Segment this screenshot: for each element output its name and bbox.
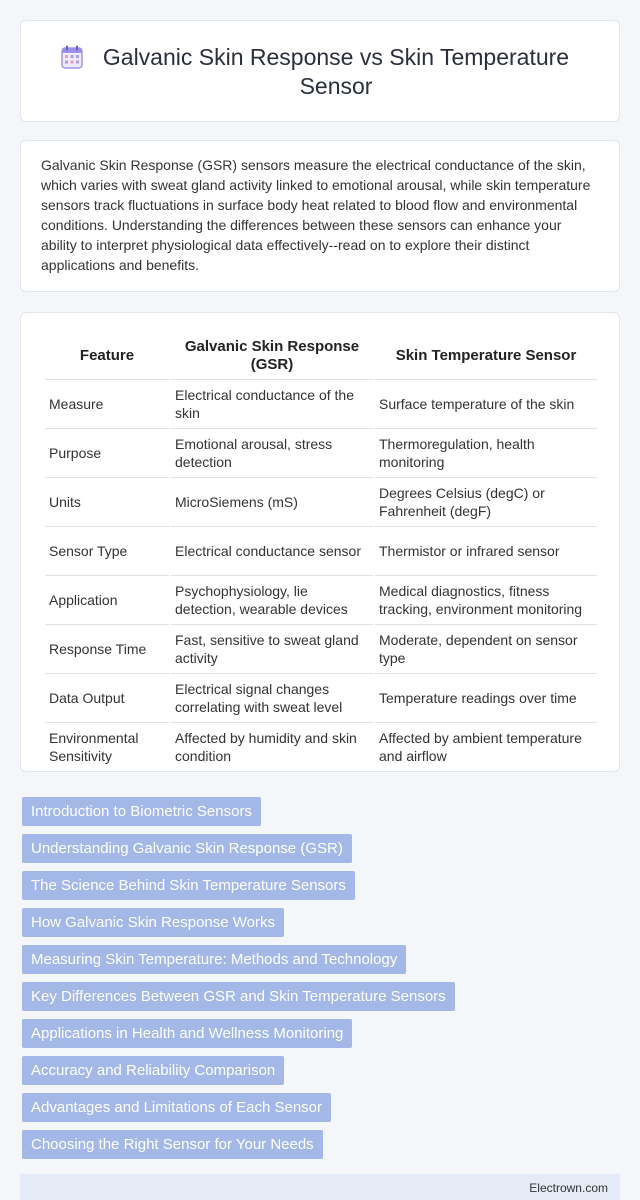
topic-link-measuring-skin-temp[interactable]: Measuring Skin Temperature: Methods and Technology <box>22 945 406 974</box>
table-cell: Units <box>45 477 169 526</box>
header-feature: Feature <box>79 347 135 364</box>
table-cell: Medical diagnostics, fitness tracking, environment monitoring <box>375 575 597 624</box>
table-cell: Electrical conductance sensor <box>171 526 373 575</box>
table-cell: Data Output <box>45 673 169 722</box>
table-row <box>45 526 597 575</box>
topic-link-introduction[interactable]: Introduction to Biometric Sensors <box>22 797 261 826</box>
topic-link-choosing[interactable]: Choosing the Right Sensor for Your Needs <box>22 1130 323 1159</box>
title-card <box>20 20 620 122</box>
table-row <box>45 575 597 624</box>
table-row <box>45 428 597 477</box>
table-cell: Fast, sensitive to sweat gland activity <box>171 624 373 673</box>
table-cell: MicroSiemens (mS) <box>171 477 373 526</box>
footer <box>20 1174 620 1200</box>
table-row <box>45 477 597 526</box>
table-cell: Temperature readings over time <box>375 673 597 722</box>
table-cell: Surface temperature of the skin <box>375 379 597 428</box>
topic-link-key-differences[interactable]: Key Differences Between GSR and Skin Temperature Sensors <box>22 982 455 1011</box>
table-header-row <box>45 333 597 379</box>
table-cell: Electrical signal changes correlating with sweat level <box>171 673 373 722</box>
table-cell: Affected by ambient temperature and airflow <box>375 722 597 771</box>
table-cell: Affected by humidity and skin condition <box>171 722 373 771</box>
table-cell: Moderate, dependent on sensor type <box>375 624 597 673</box>
table-cell: Thermoregulation, health monitoring <box>375 428 597 477</box>
table-cell: Emotional arousal, stress detection <box>171 428 373 477</box>
table-cell: Purpose <box>45 428 169 477</box>
table-cell: Application <box>45 575 169 624</box>
header-skin-temp: Skin Temperature Sensor <box>395 347 577 364</box>
table-cell: Response Time <box>45 624 169 673</box>
table-row <box>45 722 597 771</box>
table-cell: Degrees Celsius (degC) or Fahrenheit (degF) <box>375 477 597 526</box>
table-cell: Measure <box>45 379 169 428</box>
comparison-table-card <box>20 312 620 772</box>
table-row <box>45 624 597 673</box>
page-title: Galvanic Skin Response vs Skin Temperature Sensor <box>102 44 570 99</box>
table-cell: Thermistor or infrared sensor <box>375 526 597 575</box>
table-cell: Environmental Sensitivity <box>45 722 169 771</box>
topic-link-applications[interactable]: Applications in Health and Wellness Monitoring <box>22 1019 352 1048</box>
topic-link-advantages[interactable]: Advantages and Limitations of Each Sensor <box>22 1093 331 1122</box>
comparison-table <box>43 333 599 771</box>
intro-paragraph: Galvanic Skin Response (GSR) sensors measure the electrical conductance of the skin, which varies with sweat gland activity linked to emotional arousal, while skin temperature sensors track fluctuations in surface body heat related to blood flow and environmental conditions. Understanding the differences between these sensors can enhance your ability to interpret physiological data effectively--read on to explore their distinct applications and benefits. <box>41 157 591 273</box>
table-row <box>45 379 597 428</box>
header-gsr: Galvanic Skin Response (GSR) <box>184 338 360 373</box>
table-row <box>45 673 597 722</box>
table-cell: Sensor Type <box>45 526 169 575</box>
footer-site-name: Electrown.com <box>529 1181 608 1195</box>
topic-link-accuracy[interactable]: Accuracy and Reliability Comparison <box>22 1056 284 1085</box>
topic-link-science-skin-temp[interactable]: The Science Behind Skin Temperature Sensors <box>22 871 355 900</box>
table-cell: Electrical conductance of the skin <box>171 379 373 428</box>
topic-link-how-gsr-works[interactable]: How Galvanic Skin Response Works <box>22 908 284 937</box>
table-cell: Psychophysiology, lie detection, wearable devices <box>171 575 373 624</box>
topic-link-understanding-gsr[interactable]: Understanding Galvanic Skin Response (GSR) <box>22 834 352 863</box>
intro-card <box>20 140 620 292</box>
